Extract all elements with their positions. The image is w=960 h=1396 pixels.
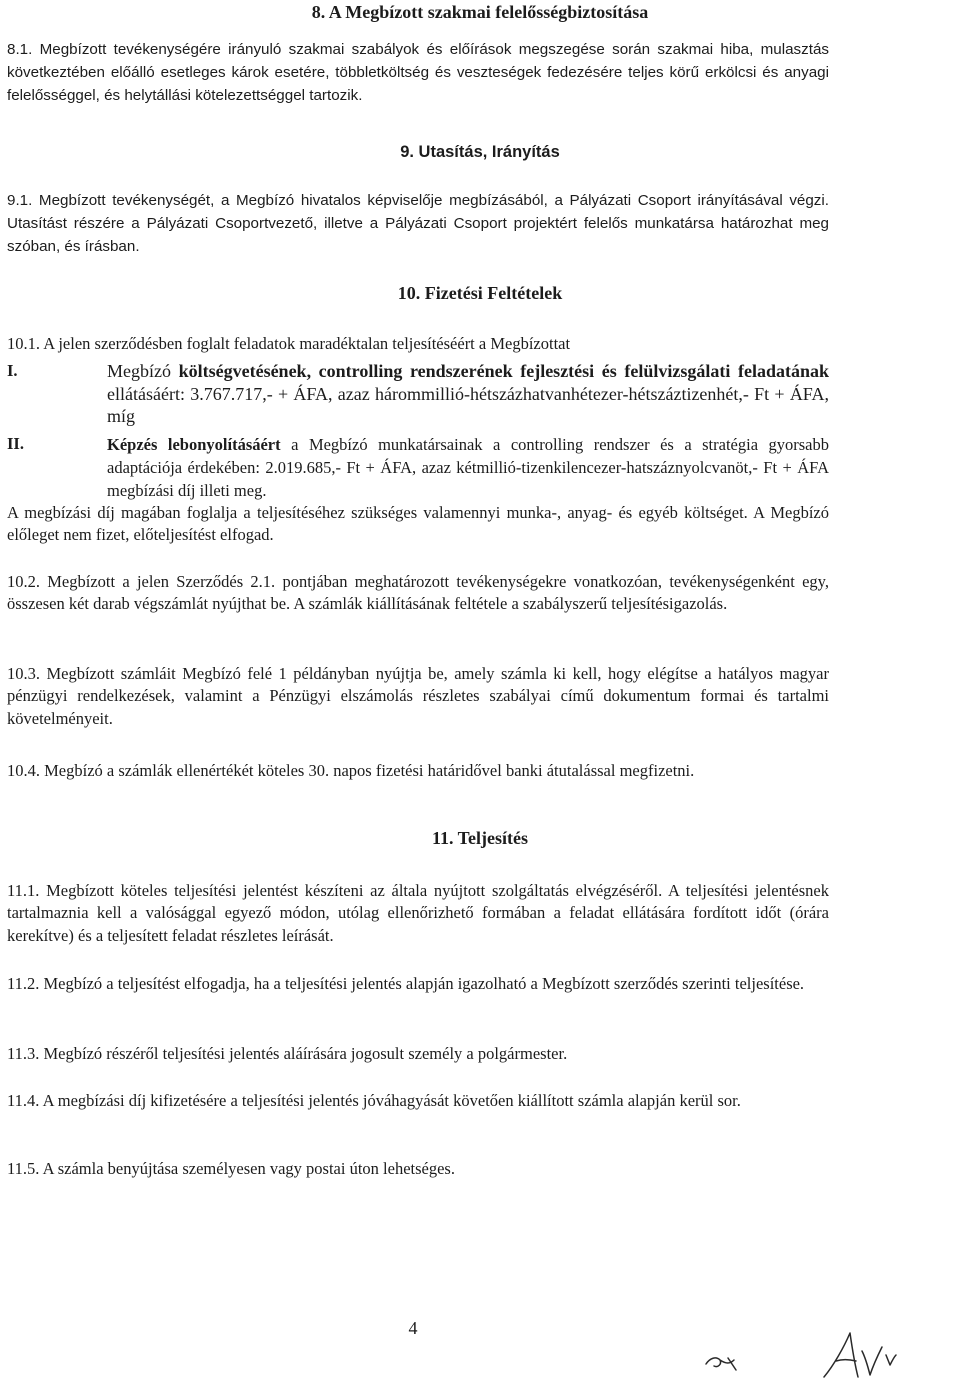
fee-item-1-pre: Megbízó — [107, 361, 179, 381]
paragraph-8-1: 8.1. Megbízott tevékenységére irányuló szakmai szabályok és előírások megszegése során szakmai hiba, mulasztás következtében előálló esetleges károk esetére, többletköltség és veszteségek fedezésére teljes körű erkölcsi és anyagi felelősséggel, és helytállási kötelezettséggel tartozik. — [7, 41, 829, 104]
fee-item-1-number: I. — [7, 361, 18, 380]
page-number: 4 — [408, 1318, 418, 1338]
paragraph-10-1: 10.1. A jelen szerződésben foglalt feladatok maradéktalan teljesítéséért a Megbízottat — [7, 334, 571, 353]
section-11-heading: 11. Teljesítés — [431, 828, 528, 848]
initials-signature-icon — [700, 1340, 760, 1380]
fee-item-2-bold: Képzés lebonyolításáért — [107, 435, 281, 454]
paragraph-10-3: 10.3. Megbízott számláit Megbízó felé 1 példányban nyújtja be, amely számla ki kell, hogy elégítse a hatályos magyar pénzügyi rendelkezések, valamint a Pénzügyi elszámolás részletes szabályai című dokumentum formai és tartalmi követelményeit. — [7, 664, 829, 728]
paragraph-10-4: 10.4. Megbízó a számlák ellenértékét köteles 30. napos fizetési határidővel banki átutalással megfizetni. — [7, 761, 695, 780]
fee-item-2-text — [107, 433, 829, 502]
fee-item-1-bold: költségvetésének, controlling rendszerének fejlesztési és felülvizsgálati feladatának — [178, 361, 829, 381]
paragraph-11-5: 11.5. A számla benyújtása személyesen vagy postai úton lehetséges. — [7, 1159, 455, 1178]
section-10-heading: 10. Fizetési Feltételek — [397, 283, 563, 303]
paragraph-10-2: 10.2. Megbízott a jelen Szerződés 2.1. pontjában meghatározott tevékenységekre vonatkozóan, tevékenységenként egy, összesen két darab végszámlát nyújthat be. A számlák kiállításának feltétele a szabályszerű teljesítésigazolás. — [7, 572, 829, 614]
paragraph-9-1: 9.1. Megbízott tevékenységét, a Megbízó hivatalos képviselője megbízásából, a Pályázati Csoport irányításával végzi. Utasítást részére a Pályázati Csoportvezető, illetve a Pályázati Csoport projektért felelős munkatársa határozhat meg szóban, és írásban. — [7, 192, 829, 255]
paragraph-11-3: 11.3. Megbízó részéről teljesítési jelentés aláírására jogosult személy a polgármester. — [7, 1044, 568, 1063]
section-8-heading: 8. A Megbízott szakmai felelősségbiztosítása — [311, 2, 649, 22]
paragraph-11-2: 11.2. Megbízó a teljesítést elfogadja, ha a teljesítési jelentés alapján igazolható a Megbízott szerződés szerinti teljesítése. — [7, 974, 805, 993]
fee-item-2-number: II. — [7, 434, 24, 453]
fee-item-1-post: ellátásáért: 3.767.717,- + ÁFA, azaz hárommillió-hétszázhatvanhétezer-hétszáztizenhét,- Ft + ÁFA, míg — [107, 383, 829, 426]
signature-icon — [820, 1325, 900, 1385]
paragraph-11-1: 11.1. Megbízott köteles teljesítési jelentést készíteni az általa nyújtott szolgáltatás elvégzéséről. A teljesítési jelentésnek tartalmaznia kell a valósággal egyező módon, utólag ellenőrizhető formában a feladat ellátására fordított időt (órára kerekítve) és a teljesített feladat részletes leírását. — [7, 881, 829, 945]
fee-item-2-post: a Megbízó munkatársainak a controlling rendszer és a stratégia gyorsabb adaptációja érdekében: 2.019.685,- Ft + ÁFA, azaz kétmillió-tizenkilencezer-hatszáznyolcvanöt,- Ft + ÁFA megbízási díj illeti meg. — [107, 435, 830, 500]
paragraph-fee-includes: A megbízási díj magában foglalja a teljesítéséhez szükséges valamennyi munka-, anyag- és egyéb költséget. A Megbízó előleget nem fizet, előteljesítést elfogad. — [7, 503, 829, 545]
fee-item-1-text — [107, 360, 829, 428]
section-9-heading: 9. Utasítás, Irányítás — [400, 143, 560, 161]
paragraph-11-4: 11.4. A megbízási díj kifizetésére a teljesítési jelentés jóváhagyását követően kiállított számla alapján kerül sor. — [7, 1091, 741, 1110]
